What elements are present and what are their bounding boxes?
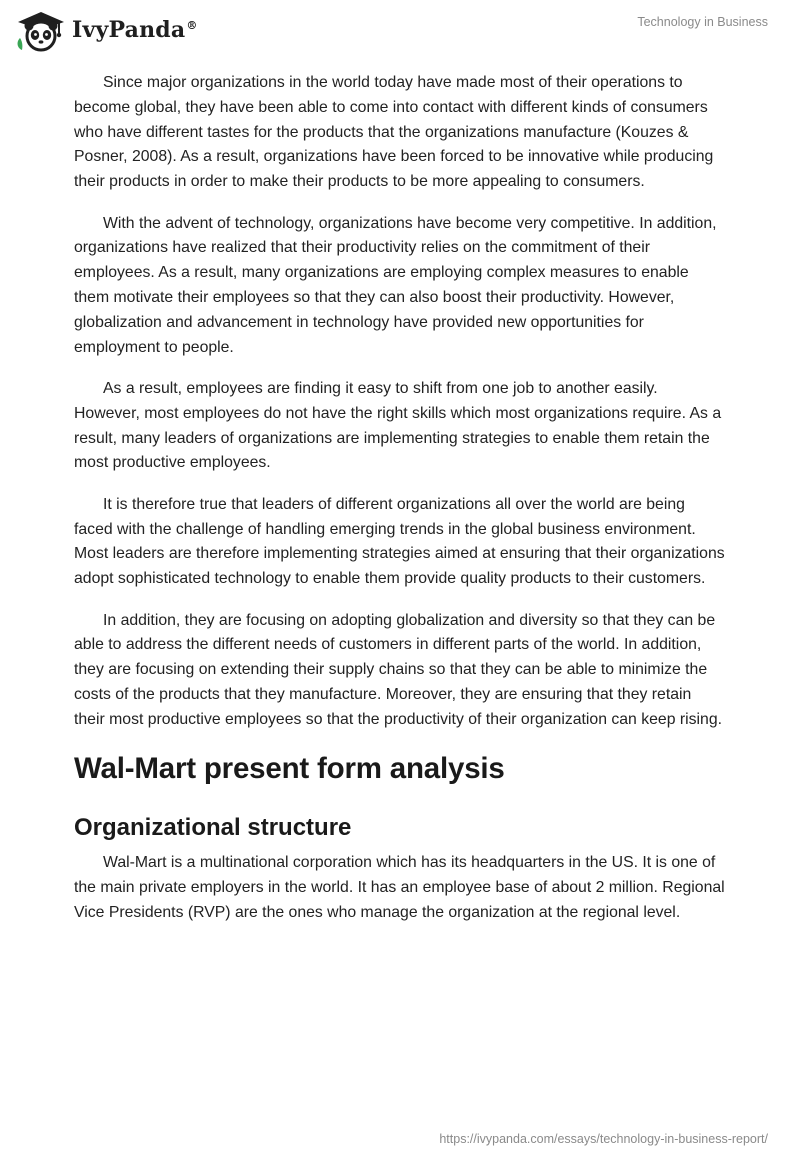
subsection-heading: Organizational structure: [74, 814, 352, 842]
panda-graduate-icon: [14, 8, 66, 52]
paragraph-structure-1: Wal-Mart is a multinational corporation which has its headquarters in the US. It is one of the main private employers in the world. It has an employee base of about 2 million. Regional Vice Presidents (RVP) are the ones who manage the organization at the regional level.: [74, 854, 725, 921]
brand-name: IvyPanda®: [72, 17, 198, 43]
paragraph-intro-3: As a result, employees are finding it easy to shift from one job to another easily. However, most employees do not have the right skills which most organizations require. As a result, many leaders of organizations are implementing strategies to enable them retain the most productive employees.: [74, 379, 722, 472]
page-header: [0, 0, 800, 60]
paragraph-intro-1: Since major organizations in the world today have made most of their operations to become global, they have been able to come into contact with different kinds of consumers who have different tastes for the products that the organizations manufacture (Kouzes & Posner, 2008). As a result, organizations have been forced to be innovative while producing their products in order to make their products to be more appealing to consumers.: [74, 74, 714, 191]
source-url[interactable]: https://ivypanda.com/essays/technology-in-business-report/: [439, 1132, 768, 1146]
section-heading: Wal-Mart present form analysis: [74, 752, 505, 786]
document-title: Technology in Business: [637, 15, 768, 29]
paragraph-intro-5: In addition, they are focusing on adopting globalization and diversity so that they can be able to address the different needs of customers in different parts of the world. In addition, they are focusing on extending their supply chains so that they can be able to minimize the costs of the products that they manufacture. Moreover, they are ensuring that they retain their most productive employees so that the productivity of their organization can keep rising.: [74, 611, 723, 728]
paragraph-intro-4: It is therefore true that leaders of different organizations all over the world are being faced with the challenge of handling emerging trends in the global business environment. Most leaders are therefore implementing strategies aimed at ensuring that their organizations adopt sophisticated technology to enable them provide quality products to their customers.: [74, 495, 725, 588]
paragraph-intro-2: With the advent of technology, organizations have become very competitive. In addition, organizations have realized that their productivity relies on the commitment of their employees. As a result, many organizations are employing complex measures to enable them motivate their employees so that they can also boost their productivity. However, globalization and advancement in technology have provided new opportunities for employment to people.: [74, 214, 717, 356]
brand-logo[interactable]: [14, 8, 198, 52]
essay-content: [74, 71, 726, 942]
